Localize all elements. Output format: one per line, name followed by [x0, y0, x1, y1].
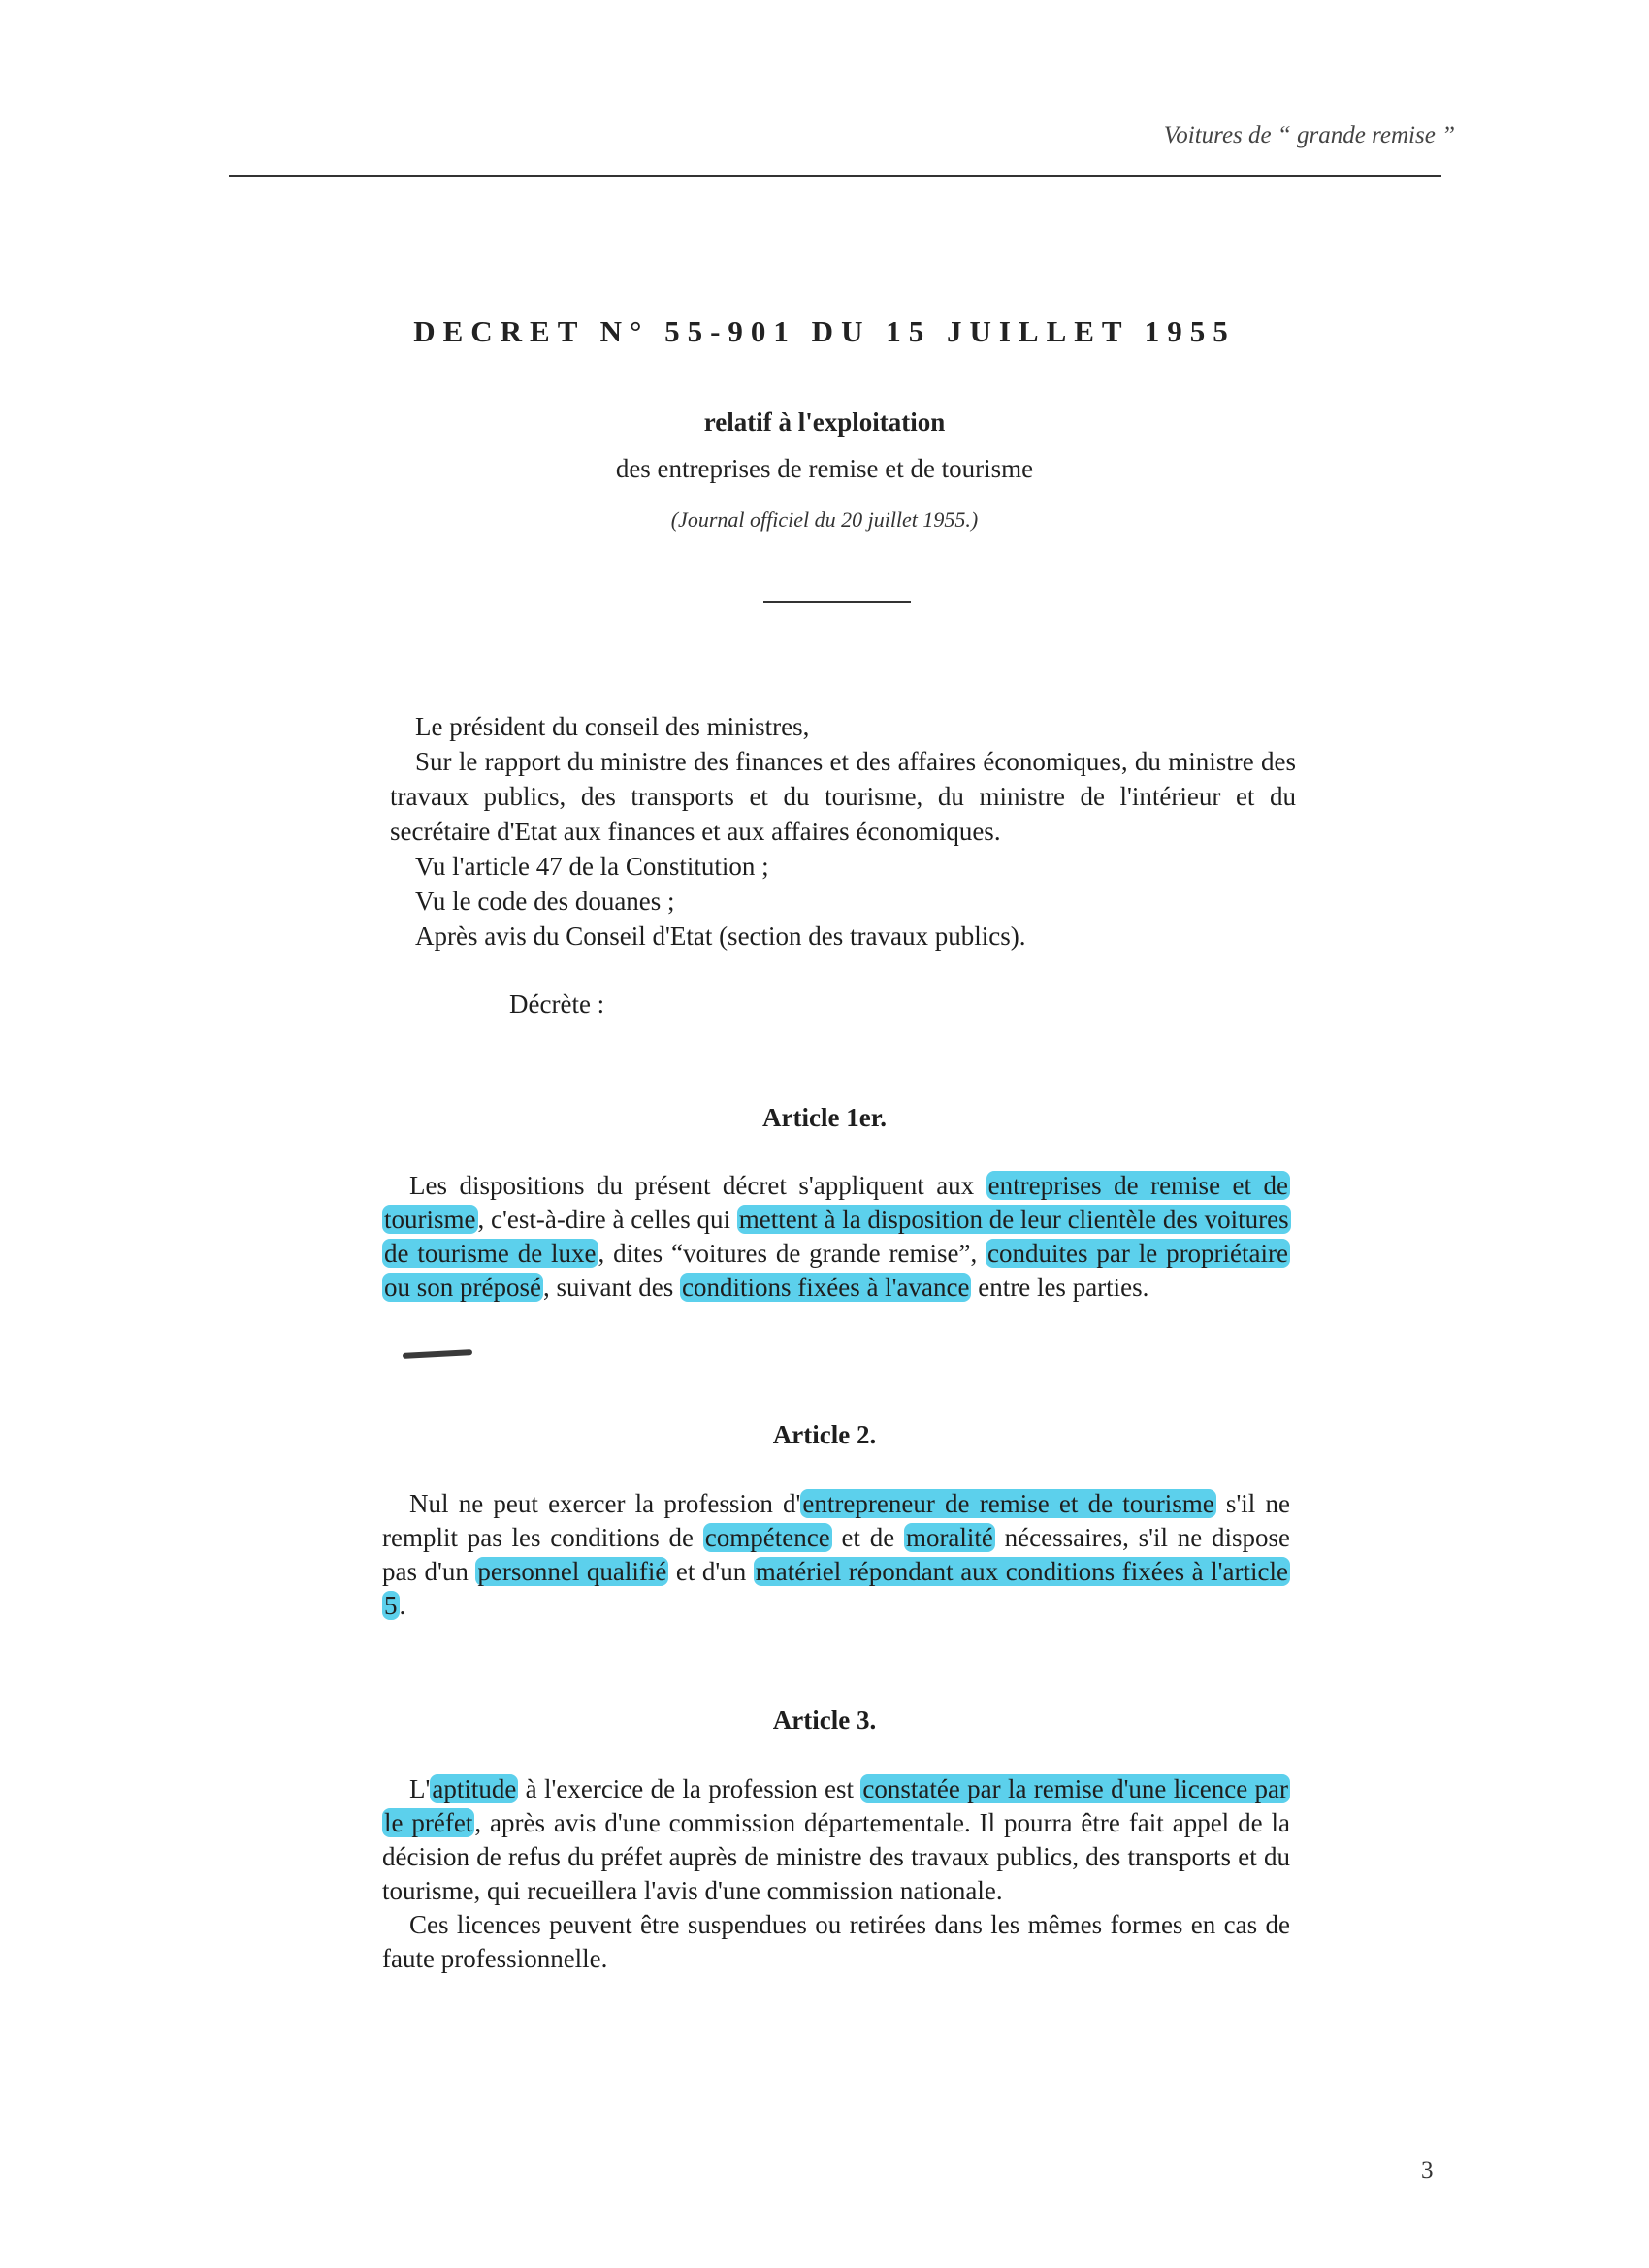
highlighted-text: aptitude: [432, 1774, 517, 1803]
preamble-line: Après avis du Conseil d'Etat (section des travaux publics).: [415, 922, 1026, 951]
article-text: , dites “voitures de grande remise”,: [598, 1239, 986, 1268]
highlighted-text: entrepreneur de remise et de tourisme: [802, 1489, 1214, 1518]
article-text: nécessaires, s'il ne dispose pas d'un: [382, 1523, 1290, 1586]
article-3-title: Article 3.: [772, 1705, 877, 1734]
highlighted-text: conduites par le propriétaire ou son préposé: [384, 1239, 1288, 1302]
journal-reference: (Journal officiel du 20 juillet 1955.): [670, 507, 979, 532]
article-text: entre les parties.: [971, 1273, 1149, 1302]
article-text: .: [399, 1591, 406, 1620]
article-2-title: Article 2.: [772, 1420, 877, 1449]
decree-title: DECRET N° 55-901 DU 15 JUILLET 1955: [413, 314, 1236, 348]
article-1-body: [382, 1169, 1290, 1305]
article-1-paragraph: [382, 1169, 1290, 1305]
article-text: L': [409, 1774, 431, 1803]
header-rule: [229, 175, 1441, 177]
article-text: , suivant des: [542, 1273, 680, 1302]
running-header: Voitures de “ grande remise ”: [1163, 122, 1455, 148]
title-divider: [763, 601, 911, 603]
article-2-body: [382, 1487, 1290, 1623]
preamble-line: Vu le code des douanes ;: [415, 887, 675, 916]
article-text: Les dispositions du présent décret s'appliquent aux: [409, 1171, 986, 1200]
article-text: s'il ne remplit pas les conditions de: [382, 1489, 1290, 1552]
highlighted-text: constatée par la remise d'une licence par le préfet: [384, 1774, 1288, 1837]
preamble-line: Sur le rapport du ministre des finances et des affaires économiques, du ministre des travaux publics, des transports et du tourisme, du ministre de l'intérieur et du secrétaire d'Etat aux finances et aux affaires économiques.: [390, 747, 1296, 846]
pen-underline-mark: [403, 1349, 472, 1359]
article-3-paragraph: [382, 1772, 1290, 1908]
page-number: 3: [1421, 2157, 1434, 2184]
decrete-label: Décrète :: [509, 989, 605, 1019]
article-3-paragraph-2: Ces licences peuvent être suspendues ou retirées dans les mêmes formes en cas de faute professionnelle.: [382, 1910, 1290, 1973]
highlighted-text: moralité: [905, 1523, 993, 1552]
highlighted-text: conditions fixées à l'avance: [681, 1273, 970, 1302]
article-text: et d'un: [668, 1557, 754, 1586]
highlighted-text: entreprises de remise et de tourisme: [384, 1171, 1288, 1234]
article-text: et de: [831, 1523, 904, 1552]
highlighted-text: personnel qualifié: [477, 1557, 667, 1586]
decree-subtitle-line2: des entreprises de remise et de tourisme: [615, 454, 1034, 483]
decree-subtitle-line1: relatif à l'exploitation: [703, 407, 946, 437]
article-text: Nul ne peut exercer la profession d': [409, 1489, 801, 1518]
highlighted-text: mettent à la disposition de leur clientèle des voitures de tourisme de luxe: [384, 1205, 1289, 1268]
highlighted-text: compétence: [704, 1523, 830, 1552]
article-2-paragraph: [382, 1487, 1290, 1623]
article-text: , après avis d'une commission départementale. Il pourra être fait appel de la décision de refus du préfet auprès de ministre des travaux publics, des transports et du tourisme, qui recueillera l'avis d'une commission nationale.: [382, 1808, 1291, 1905]
preamble-line: Vu l'article 47 de la Constitution ;: [415, 852, 769, 881]
article-text: à l'exercice de la profession est: [518, 1774, 861, 1803]
article-1-title: Article 1er.: [762, 1103, 887, 1132]
article-3-body: [382, 1772, 1290, 1976]
preamble-line: Le président du conseil des ministres,: [415, 712, 810, 741]
preamble: [390, 709, 1296, 954]
article-text: , c'est-à-dire à celles qui: [477, 1205, 737, 1234]
highlighted-text: matériel répondant aux conditions fixées à l'article 5: [384, 1557, 1288, 1620]
